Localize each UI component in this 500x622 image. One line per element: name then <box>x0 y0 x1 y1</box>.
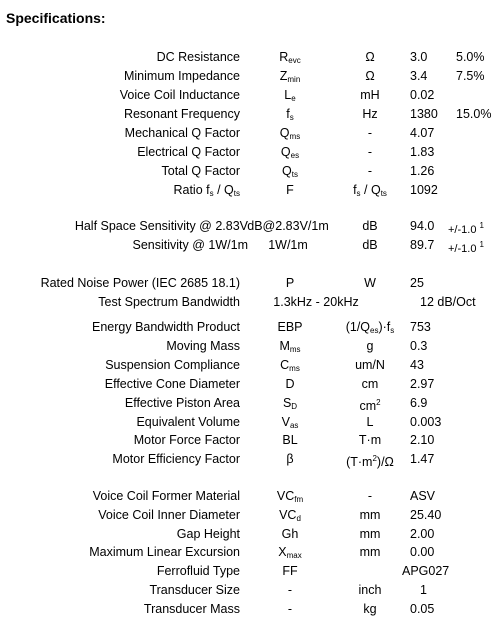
spec-row-transducer-mass <box>0 600 500 618</box>
spec-row-resonant-frequency <box>0 105 500 123</box>
spec-value: 94.0 <box>410 219 435 233</box>
spec-label: Mechanical Q Factor <box>124 126 240 140</box>
spec-row-ferrofluid-type <box>0 562 500 580</box>
spec-tolerance: +/-1.0 $^1$ <box>448 221 484 236</box>
spec-label: Voice Coil Inductance <box>119 88 240 102</box>
spec-value: 4.07 <box>410 126 435 140</box>
spec-symbol: $S_D$ <box>282 396 298 411</box>
spec-value: 2.97 <box>410 377 435 391</box>
spec-symbol: $V_{as}$ <box>281 415 299 430</box>
spec-label: Effective Piston Area <box>124 396 240 410</box>
spec-value: 1380 <box>410 107 438 121</box>
spec-row-equivalent-volume <box>0 413 500 431</box>
spec-unit: kg <box>363 602 377 616</box>
spec-unit: L <box>366 415 374 429</box>
spec-value: 3.4 <box>410 69 428 83</box>
spec-value: 0.00 <box>410 545 435 559</box>
spec-tolerance: +/-1.0 $^1$ <box>448 240 484 255</box>
spec-label: Equivalent Volume <box>136 415 240 429</box>
spec-row-minimum-impedance <box>0 67 500 85</box>
spec-row-transducer-size <box>0 581 500 599</box>
spec-symbol: $VC_{fm}$ <box>276 489 304 504</box>
spec-row-voice-coil-inductance <box>0 86 500 104</box>
spec-symbol: 1.3kHz - 20kHz <box>273 295 359 309</box>
spec-value: 0.02 <box>410 88 435 102</box>
spec-label: DC Resistance <box>156 50 240 64</box>
spec-value: 1.26 <box>410 164 435 178</box>
spec-label: Minimum Impedance <box>123 69 240 83</box>
spec-unit: Ω <box>365 50 375 64</box>
spec-value: 1.83 <box>410 145 435 159</box>
spec-symbol: β <box>286 452 294 466</box>
spec-symbol: - <box>287 602 293 616</box>
spec-unit: inch <box>358 583 382 597</box>
spec-row-electrical-q <box>0 143 500 161</box>
spec-unit: - <box>367 145 373 159</box>
spec-row-total-q <box>0 162 500 180</box>
spec-label: Effective Cone Diameter <box>104 377 240 391</box>
spec-symbol: $X_{max}$ <box>278 545 302 560</box>
spec-label: Motor Force Factor <box>133 433 240 447</box>
spec-symbol: $R_{evc}$ <box>279 50 301 65</box>
spec-symbol: $f_s$ <box>286 107 294 122</box>
spec-row-max-linear-excursion <box>0 543 500 561</box>
spec-row-mechanical-q <box>0 124 500 142</box>
spec-label: Half Space Sensitivity @ 2.83V <box>74 219 248 233</box>
spec-label: Motor Efficiency Factor <box>112 452 240 466</box>
spec-unit: mH <box>360 88 380 102</box>
spec-unit: $f_s / Q_{ts}$ <box>353 183 387 198</box>
spec-unit: - <box>367 489 373 503</box>
spec-label: Gap Height <box>176 527 240 541</box>
spec-symbol: $Q_{ts}$ <box>282 164 298 179</box>
spec-label: Voice Coil Inner Diameter <box>98 508 240 522</box>
spec-row-moving-mass <box>0 337 500 355</box>
spec-unit: mm <box>359 545 381 559</box>
spec-label: Ferrofluid Type <box>156 564 240 578</box>
spec-value: 1.47 <box>410 452 435 466</box>
spec-row-motor-force-factor <box>0 431 500 449</box>
spec-symbol: D <box>285 377 295 391</box>
spec-value: 43 <box>410 358 424 372</box>
spec-unit: Ω <box>365 69 375 83</box>
spec-value: 12 dB/Oct <box>420 295 476 309</box>
spec-unit: Hz <box>362 107 378 121</box>
spec-row-sensitivity <box>0 236 500 254</box>
spec-symbol: $Z_{min}$ <box>279 69 301 84</box>
spec-label: Energy Bandwidth Product <box>91 320 240 334</box>
spec-unit: $(T\cdot m^2)/\Omega$ <box>346 454 394 469</box>
spec-row-ratio <box>0 181 500 199</box>
spec-label: Voice Coil Former Material <box>92 489 240 503</box>
spec-label: Electrical Q Factor <box>137 145 240 159</box>
spec-unit: cm <box>361 377 379 391</box>
spec-label: Transducer Mass <box>143 602 240 616</box>
spec-label: Suspension Compliance <box>105 358 240 372</box>
spec-unit: $cm^2$ <box>359 398 381 413</box>
spec-symbol: 1W/1m <box>268 238 308 252</box>
spec-unit: dB <box>362 238 378 252</box>
spec-unit: T·m <box>358 433 382 447</box>
spec-label: Resonant Frequency <box>123 107 240 121</box>
spec-symbol: dB@2.83V/1m <box>247 219 329 233</box>
spec-value: 89.7 <box>410 238 435 252</box>
spec-unit: um/N <box>355 358 385 372</box>
spec-value: 25.40 <box>410 508 442 522</box>
spec-value: 0.003 <box>410 415 442 429</box>
spec-unit: W <box>364 276 376 290</box>
spec-unit: - <box>367 126 373 140</box>
spec-symbol: $VC_d$ <box>279 508 301 523</box>
spec-symbol: $C_{ms}$ <box>280 358 300 373</box>
spec-symbol: $Q_{es}$ <box>280 145 300 160</box>
page-title: Specifications: <box>6 10 106 26</box>
spec-tolerance: 15.0% <box>456 107 492 121</box>
spec-value: 25 <box>410 276 424 290</box>
spec-unit: mm <box>359 508 381 522</box>
spec-symbol: - <box>287 583 293 597</box>
spec-row-effective-cone-diameter <box>0 375 500 393</box>
spec-row-effective-piston-area <box>0 394 500 412</box>
spec-row-vc-inner-diameter <box>0 506 500 524</box>
spec-value: ASV <box>410 489 436 503</box>
spec-symbol: $Q_{ms}$ <box>279 126 301 141</box>
spec-unit: dB <box>362 219 378 233</box>
spec-symbol: P <box>285 276 295 290</box>
spec-tolerance: 7.5% <box>456 69 485 83</box>
spec-value: 2.00 <box>410 527 435 541</box>
spec-row-rated-noise-power <box>0 274 500 292</box>
spec-unit: g <box>366 339 374 353</box>
spec-row-suspension-compliance <box>0 356 500 374</box>
spec-row-test-spectrum-bandwidth <box>0 293 500 311</box>
spec-label: Maximum Linear Excursion <box>89 545 240 559</box>
spec-label: Transducer Size <box>149 583 240 597</box>
spec-value: 1092 <box>410 183 438 197</box>
spec-unit: $(1/Q_{es})\cdot f_s$ <box>345 320 395 335</box>
spec-label: Ratio $f_s / Q_{ts}$ <box>173 183 240 198</box>
spec-value: 0.3 <box>410 339 428 353</box>
spec-tolerance: 5.0% <box>456 50 485 64</box>
spec-symbol: BL <box>282 433 298 447</box>
spec-row-gap-height <box>0 525 500 543</box>
spec-symbol: F <box>286 183 294 197</box>
spec-value: 753 <box>410 320 431 334</box>
spec-row-half-space-sensitivity <box>0 217 500 235</box>
spec-value: 2.10 <box>410 433 435 447</box>
spec-row-energy-bandwidth-product <box>0 318 500 336</box>
spec-value: 1 <box>420 583 427 597</box>
spec-symbol: FF <box>282 564 298 578</box>
spec-value: 3.0 <box>410 50 428 64</box>
spec-value: 0.05 <box>410 602 435 616</box>
spec-unit: mm <box>359 527 381 541</box>
spec-unit: - <box>367 164 373 178</box>
spec-symbol: EBP <box>277 320 303 334</box>
spec-symbol: $M_{ms}$ <box>279 339 301 354</box>
spec-label: Total Q Factor <box>161 164 240 178</box>
spec-label: Moving Mass <box>166 339 240 353</box>
spec-row-dc-resistance <box>0 48 500 66</box>
spec-value: 6.9 <box>410 396 428 410</box>
spec-label: Sensitivity @ 1W/1m <box>132 238 248 252</box>
spec-label: Rated Noise Power (IEC 2685 18.1) <box>40 276 240 290</box>
spec-symbol: $L_e$ <box>284 88 296 103</box>
spec-row-motor-efficiency-factor <box>0 450 500 468</box>
spec-label: Test Spectrum Bandwidth <box>98 295 240 309</box>
spec-row-vc-former-material <box>0 487 500 505</box>
spec-symbol: Gh <box>281 527 299 541</box>
spec-value: APG027 <box>402 564 450 578</box>
